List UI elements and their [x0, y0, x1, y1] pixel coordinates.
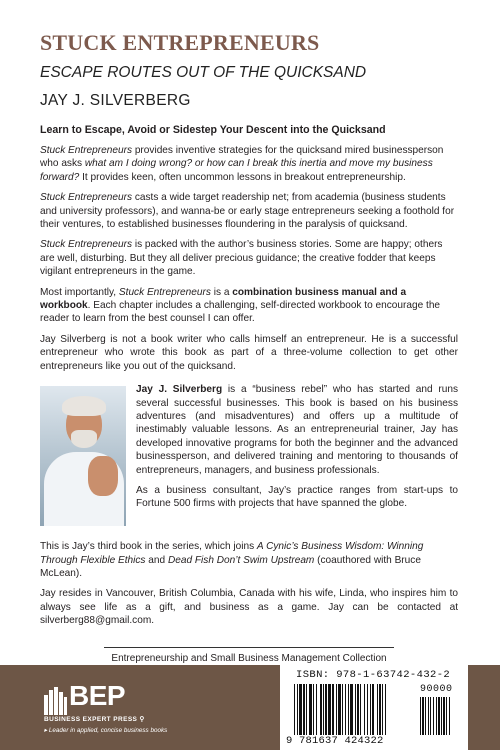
tagline: Learn to Escape, Avoid or Sidestep Your Descent into the Quicksand [40, 124, 386, 136]
description-paragraph-1 [40, 144, 458, 184]
question-text: what am I doing wrong? or how can I break this inertia and move my business forward? [40, 158, 433, 183]
publisher-slogan [44, 727, 167, 734]
description-paragraph-2 [40, 191, 458, 231]
author-photo [40, 386, 126, 526]
text: This is Jay’s third book in the series, which joins [40, 541, 257, 553]
bep-logo-icon [42, 679, 168, 743]
text: is a [210, 286, 233, 298]
publisher-name-text: BUSINESS EXPERT PRESS [44, 716, 138, 723]
back-cover [40, 30, 458, 678]
contact-paragraph: Jay resides in Vancouver, British Columbia, Canada with his wife, Linda, who inspires him to always see life as a gift, and business as a game. Jay can be contacted at silverberg88@gmail.com. [40, 588, 458, 627]
text: provides inventive strategies for the quicksand mired businessperson who asks [40, 145, 444, 170]
book-name-ref: Stuck Entrepreneurs [40, 145, 133, 156]
text: casts a wide target readership net; from academia (business students and university professors), and wanna-be or early stage entrepreneurs seeking a foothold for their ventures, to established businesses floundering in the paralysis of quicksand. [40, 192, 455, 231]
book-name-ref: Stuck Entrepreneurs [40, 239, 133, 251]
text: and [145, 554, 168, 566]
price-code: 90000 [420, 684, 453, 695]
book-name-ref: Stuck Entrepreneurs [40, 192, 133, 204]
ean-number: 9 781637 424322 [286, 735, 384, 747]
publisher-name [44, 715, 145, 723]
text: It provides keen, often uncommon lessons in breakout entrepreneurship. [79, 171, 406, 183]
bio-paragraph-2: As a business consultant, Jay’s practice ranges from start-ups to Fortune 500 firms with projects that have spanned the globe. [136, 484, 458, 510]
text: (coauthored with Bruce McLean). [40, 554, 421, 579]
photo-arm [88, 456, 118, 496]
collection-name: Entrepreneurship and Small Business Management Collection [111, 652, 387, 664]
book-name-ref: Dead Fish Don’t Swim Upstream [167, 554, 315, 566]
photo-beard [71, 430, 97, 448]
book-title: STUCK ENTREPRENEURS [40, 30, 320, 55]
publisher-logo-text: BEP [69, 680, 126, 711]
author-name: Jay J. Silverberg [136, 384, 223, 396]
text: is packed with the author’s business stories. Some are happy; others are well, disturbing. But they all deliver precious guidance; the creative fodder that keeps vigilant entrepreneurs in the game. [40, 239, 443, 278]
description-paragraph-4 [40, 286, 458, 326]
book-subtitle: ESCAPE ROUTES OUT OF THE QUICKSAND [40, 64, 367, 81]
text: . Each chapter includes a challenging, self-directed workbook to encourage the reader to learn from the best counsel I can offer. [40, 300, 441, 325]
author-bio [40, 383, 458, 533]
book-author: JAY J. SILVERBERG [40, 92, 191, 109]
caret-icon: ▸ [44, 727, 48, 734]
series-paragraph [40, 540, 458, 580]
text: Most importantly, [40, 286, 119, 298]
search-icon: ⚲ [139, 716, 145, 723]
description-paragraph-3 [40, 238, 458, 278]
book-name-ref: A Cynic’s Business Wisdom: Winning Through Flexible Ethics [40, 541, 424, 566]
text: is a “business rebel” who has started and runs several successful businesses. This book is based on his business adventures (and misadventures) and offers up a multitude of inestimably valuable lessons. As an entrepreneurial trainer, Jay has developed innovative programs for both the beginner and the advanced businessperson, and delivered training and mentoring to thousands of entrepreneurs, managers, and business professionals. [136, 384, 458, 476]
slogan-text: Leader in applied, concise business books [48, 727, 168, 734]
book-stack-icon [44, 687, 68, 715]
emphasis-text: combination business manual and a workbook [40, 286, 407, 312]
description-paragraph-5: Jay Silverberg is not a book writer who calls himself an entrepreneur. He is a successful entrepreneur who wrote this book as part of a three-volume collection to get other entrepreneurs like you out of the quicksand. [40, 333, 458, 372]
isbn-text: ISBN: 978-1-63742-432-2 [296, 669, 451, 681]
photo-hair [62, 396, 106, 416]
book-name-ref: Stuck Entrepreneurs [118, 286, 211, 298]
barcode-area [280, 665, 468, 750]
